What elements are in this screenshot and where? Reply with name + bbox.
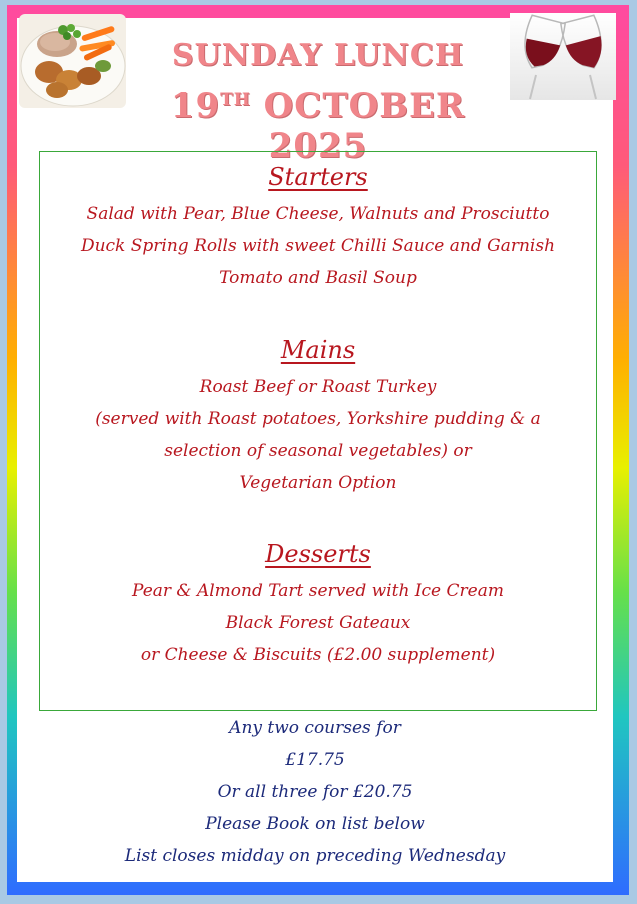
desserts-section	[40, 533, 596, 671]
starter-item: Tomato and Basil Soup	[219, 268, 417, 288]
date-month-year: OCTOBER 2025	[250, 86, 466, 166]
dessert-item: or Cheese & Biscuits (£2.00 supplement)	[140, 645, 496, 665]
wine-glasses-image	[510, 13, 616, 100]
desserts-heading: Desserts	[265, 540, 371, 568]
roast-dinner-image	[19, 14, 126, 108]
mains-heading: Mains	[280, 336, 356, 364]
menu-box	[39, 151, 597, 711]
menu-title: SUNDAY LUNCH	[171, 38, 465, 73]
main-item: selection of seasonal vegetables) or	[164, 441, 472, 461]
dessert-item: Pear & Almond Tart served with Ice Cream	[132, 581, 504, 601]
booking-note: Please Book on list below	[205, 814, 425, 834]
main-item: Roast Beef or Roast Turkey	[199, 377, 437, 397]
date-ordinal: TH	[220, 90, 251, 110]
price-three-courses: Or all three for £20.75	[217, 782, 413, 802]
starter-item: Duck Spring Rolls with sweet Chilli Sauce and Garnish	[80, 236, 556, 256]
starters-heading: Starters	[268, 163, 368, 191]
starters-section	[40, 156, 596, 294]
pricing-footer	[17, 712, 613, 872]
price-two-courses: £17.75	[285, 750, 345, 770]
starter-item: Salad with Pear, Blue Cheese, Walnuts and Prosciutto	[86, 204, 550, 224]
dessert-item: Black Forest Gateaux	[225, 613, 411, 633]
main-item: (served with Roast potatoes, Yorkshire pudding & a	[95, 409, 541, 429]
main-item: Vegetarian Option	[239, 473, 397, 493]
closing-note: List closes midday on preceding Wednesday	[124, 846, 506, 866]
mains-section	[40, 329, 596, 499]
price-two-courses-label: Any two courses for	[229, 718, 401, 738]
date-day: 19	[170, 86, 221, 126]
